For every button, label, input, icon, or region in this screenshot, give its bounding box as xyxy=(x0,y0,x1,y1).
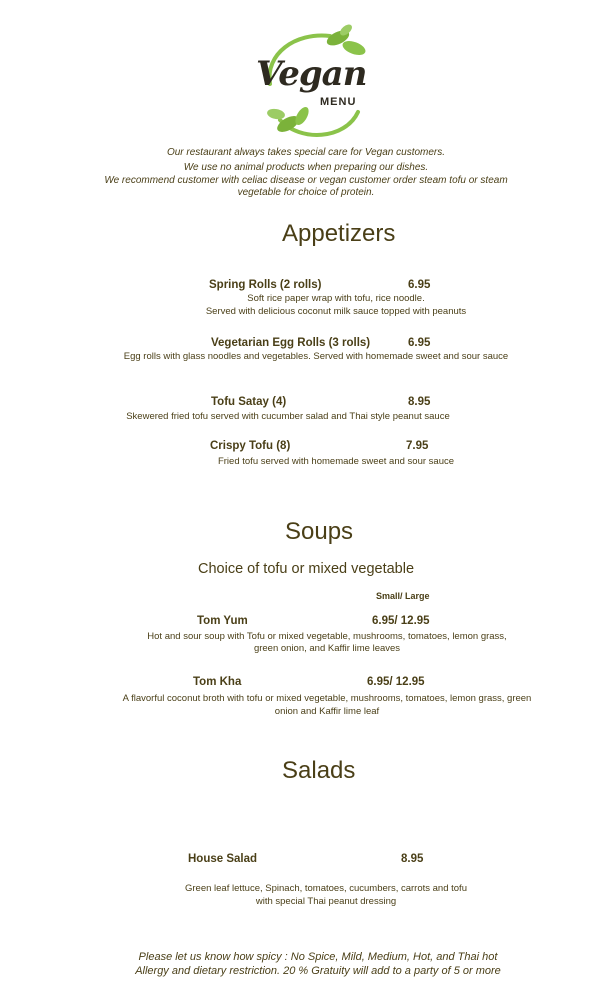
section-title-appetizers: Appetizers xyxy=(282,220,396,247)
item-description: Skewered fried tofu served with cucumber salad and Thai style peanut sauce xyxy=(126,411,450,422)
section-title-salads: Salads xyxy=(282,757,356,784)
section-title-soups: Soups xyxy=(285,518,354,545)
intro-line-1: Our restaurant always takes special care for Vegan customers. xyxy=(166,147,446,158)
item-description: onion and Kaffir lime leaf xyxy=(274,706,380,717)
item-description: Hot and sour soup with Tofu or mixed vegetable, mushrooms, tomatoes, lemon grass, xyxy=(147,631,507,642)
spice-note: Please let us know how spicy : No Spice, Mild, Medium, Hot, and Thai hot xyxy=(138,951,498,963)
item-name: Tom Kha xyxy=(193,676,242,688)
item-description: Egg rolls with glass noodles and vegetables. Served with homemade sweet and sour sauce xyxy=(123,351,509,362)
item-name: House Salad xyxy=(188,853,258,865)
item-description: Soft rice paper wrap with tofu, rice noodle. xyxy=(247,293,425,304)
soups-subtitle: Choice of tofu or mixed vegetable xyxy=(198,561,415,577)
item-description: green onion, and Kaffir lime leaves xyxy=(253,643,401,654)
item-description: Served with delicious coconut milk sauce topped with peanuts xyxy=(205,306,467,317)
item-name: Crispy Tofu (8) xyxy=(210,440,291,452)
vegan-menu-logo xyxy=(250,24,375,142)
item-price: 6.95 xyxy=(408,337,431,349)
intro-line-2: We use no animal products when preparing our dishes. xyxy=(183,162,429,173)
item-price: 8.95 xyxy=(401,853,424,865)
intro-line-3: We recommend customer with celiac disease or vegan customer order steam tofu or steam xyxy=(104,175,508,186)
item-name: Spring Rolls (2 rolls) xyxy=(209,279,322,291)
item-description: A flavorful coconut broth with tofu or mixed vegetable, mushrooms, tomatoes, lemon grass, green xyxy=(122,693,532,704)
item-price: 6.95 xyxy=(408,279,431,291)
size-label: Small/ Large xyxy=(376,591,430,601)
gratuity-note: Allergy and dietary restriction. 20 % Gratuity will add to a party of 5 or more xyxy=(135,965,501,977)
item-price: 8.95 xyxy=(408,396,431,408)
item-price: 7.95 xyxy=(406,440,429,452)
item-description: Fried tofu served with homemade sweet and sour sauce xyxy=(217,456,455,467)
item-name: Tom Yum xyxy=(197,615,248,627)
item-price: 6.95/ 12.95 xyxy=(367,676,425,688)
item-name: Vegetarian Egg Rolls (3 rolls) xyxy=(211,337,371,349)
logo-sub: MENU xyxy=(320,96,357,108)
item-price: 6.95/ 12.95 xyxy=(372,615,430,627)
item-description: Green leaf lettuce, Spinach, tomatoes, cucumbers, carrots and tofu xyxy=(185,883,467,894)
item-name: Tofu Satay (4) xyxy=(211,396,287,408)
logo-word: Vegan xyxy=(256,54,367,94)
item-description: with special Thai peanut dressing xyxy=(255,896,397,907)
intro-line-4: vegetable for choice of protein. xyxy=(237,187,375,198)
